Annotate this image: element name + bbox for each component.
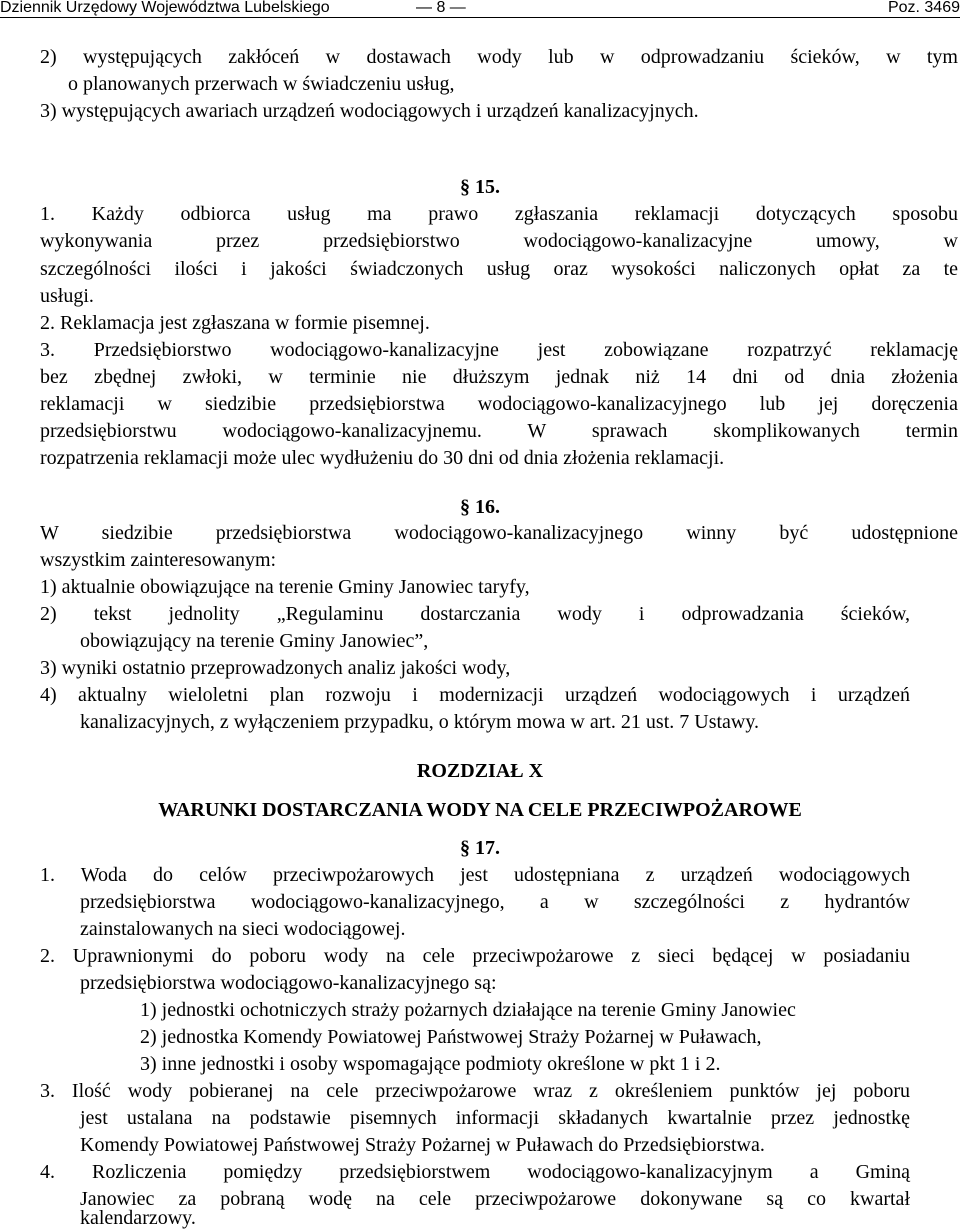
- text-line: jest ustalana na podstawie pisemnych informacji składanych kwartalnie przez jednostkę: [80, 1107, 910, 1129]
- text-line: szczególności ilości i jakości świadczonych usług oraz wysokości naliczonych opłat za te: [40, 258, 958, 280]
- header-rule: [0, 17, 960, 18]
- position-number: Poz. 3469: [887, 0, 960, 16]
- list-item: 2) tekst jednolity „Regulaminu dostarczania wody i odprowadzania ścieków,: [40, 603, 910, 625]
- text-line: przedsiębiorstwu wodociągowo-kanalizacyjnemu. W sprawach skomplikowanych termin: [40, 420, 958, 442]
- text-line: bez zbędnej zwłoki, w terminie nie dłuższym jednak niż 14 dni od dnia złożenia: [40, 366, 958, 388]
- text-line: W siedzibie przedsiębiorstwa wodociągowo-kanalizacyjnego winny być udostępnione: [40, 522, 958, 544]
- text-line: zainstalowanych na sieci wodociągowej.: [80, 918, 406, 940]
- text-line: przedsiębiorstwa wodociągowo-kanalizacyjnego są:: [80, 972, 497, 994]
- list-item: 4) aktualny wieloletni plan rozwoju i modernizacji urządzeń wodociągowych i urządzeń: [40, 684, 910, 706]
- text-line: reklamacji w siedzibie przedsiębiorstwa wodociągowo-kanalizacyjnego lub jej doręczenia: [40, 393, 958, 415]
- text-line: 3. Przedsiębiorstwo wodociągowo-kanalizacyjne jest zobowiązane rozpatrzyć reklamację: [40, 339, 958, 361]
- text-line: 2) występujących zakłóceń w dostawach wody lub w odprowadzaniu ścieków, w tym: [40, 46, 958, 68]
- text-line: 4. Rozliczenia pomiędzy przedsiębiorstwem wodociągowo-kanalizacyjnym a Gminą: [40, 1161, 910, 1183]
- chapter-number: ROZDZIAŁ X: [416, 760, 544, 782]
- list-item: 1) aktualnie obowiązujące na terenie Gminy Janowiec taryfy,: [40, 576, 530, 598]
- list-item: 3) inne jednostki i osoby wspomagające podmioty określone w pkt 1 i 2.: [140, 1053, 721, 1075]
- text-line: 1. Każdy odbiorca usług ma prawo zgłaszania reklamacji dotyczących sposobu: [40, 203, 958, 225]
- list-item: 3) wyniki ostatnio przeprowadzonych analiz jakości wody,: [40, 657, 511, 679]
- text-line: 3) występujących awariach urządzeń wodociągowych i urządzeń kanalizacyjnych.: [40, 100, 699, 122]
- page-number: — 8 —: [416, 0, 466, 16]
- list-item: 1) jednostki ochotniczych straży pożarnych działające na terenie Gminy Janowiec: [140, 999, 796, 1021]
- page-header: [0, 0, 960, 18]
- journal-title: Dziennik Urzędowy Województwa Lubelskiego: [0, 0, 330, 16]
- text-line: Janowiec za pobraną wodę na cele przeciwpożarowe dokonywane są co kwartał: [80, 1188, 910, 1210]
- text-line: usługi.: [40, 285, 94, 307]
- text-line: przedsiębiorstwa wodociągowo-kanalizacyjnego, a w szczególności z hydrantów: [80, 891, 910, 913]
- text-line: o planowanych przerwach w świadczeniu usług,: [68, 73, 455, 95]
- text-line: kalendarzowy.: [80, 1207, 196, 1229]
- text-line: 1. Woda do celów przeciwpożarowych jest udostępniana z urządzeń wodociągowych: [40, 864, 910, 886]
- section-heading: § 17.: [460, 837, 500, 859]
- section-heading: § 15.: [460, 176, 500, 198]
- text-line: 3. Ilość wody pobieranej na cele przeciwpożarowe wraz z określeniem punktów jej poboru: [40, 1080, 910, 1102]
- text-line: Komendy Powiatowej Państwowej Straży Pożarnej w Puławach do Przedsiębiorstwa.: [80, 1134, 765, 1156]
- text-line: wykonywania przez przedsiębiorstwo wodociągowo-kanalizacyjne umowy, w: [40, 230, 958, 252]
- text-line: 2. Reklamacja jest zgłaszana w formie pisemnej.: [40, 312, 430, 334]
- list-item: 2) jednostka Komendy Powiatowej Państwowej Straży Pożarnej w Puławach,: [140, 1026, 762, 1048]
- chapter-title: WARUNKI DOSTARCZANIA WODY NA CELE PRZECIWPOŻAROWE: [158, 799, 802, 821]
- list-item: obowiązujący na terenie Gminy Janowiec”,: [80, 630, 429, 652]
- section-heading: § 16.: [460, 496, 500, 518]
- text-line: 2. Uprawnionymi do poboru wody na cele przeciwpożarowe z sieci będącej w posiadaniu: [40, 945, 910, 967]
- text-line: rozpatrzenia reklamacji może ulec wydłużeniu do 30 dni od dnia złożenia reklamacji.: [40, 447, 725, 469]
- list-item: kanalizacyjnych, z wyłączeniem przypadku, o którym mowa w art. 21 ust. 7 Ustawy.: [80, 711, 760, 733]
- text-line: wszystkim zainteresowanym:: [40, 549, 277, 571]
